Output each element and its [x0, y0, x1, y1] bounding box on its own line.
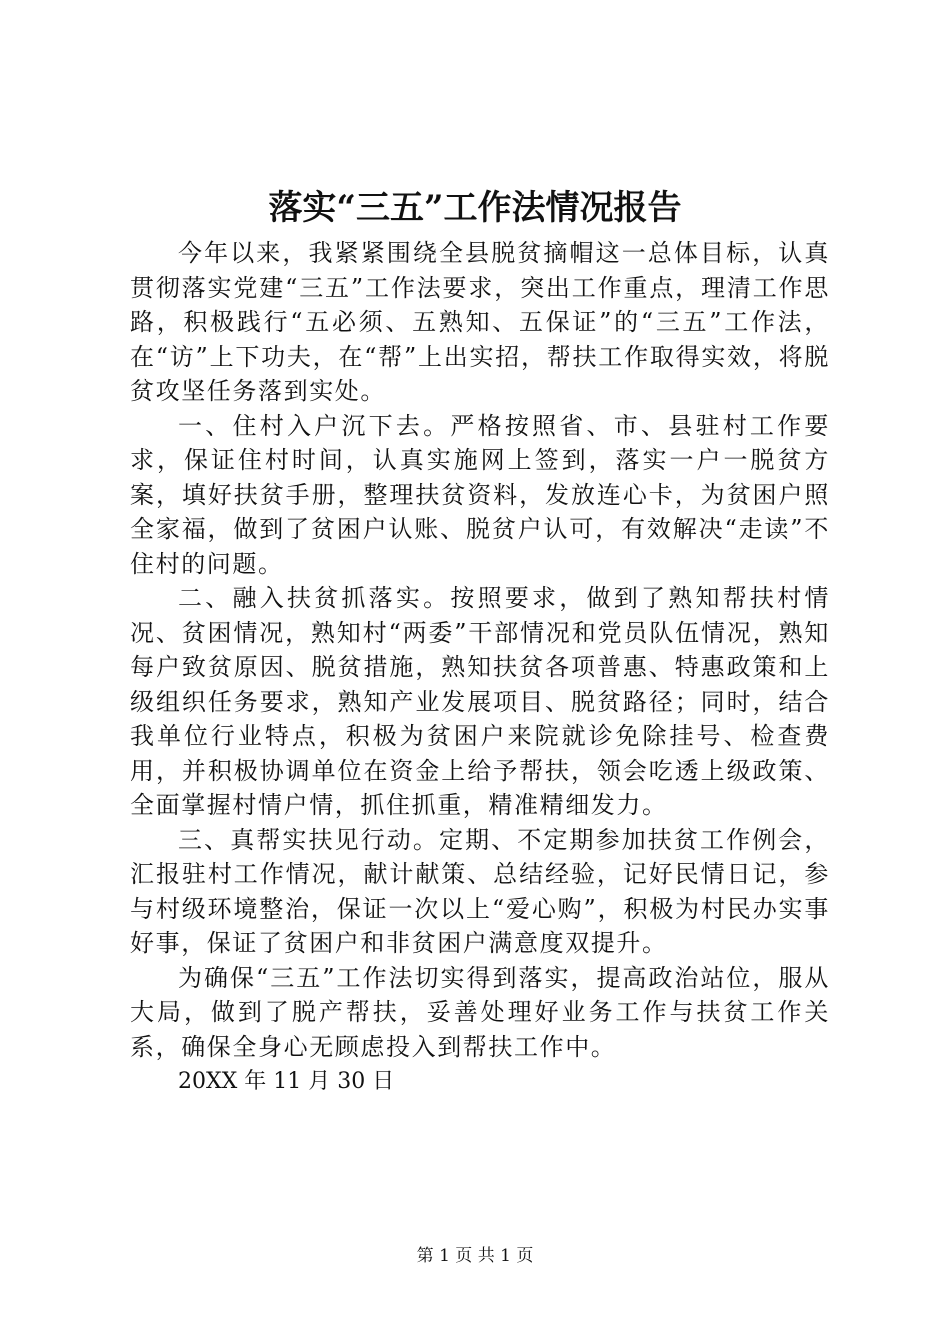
page-footer: 第 1 页 共 1 页: [416, 1246, 534, 1266]
paragraph-intro: 今年以来，我紧紧围绕全县脱贫摘帽这一总体目标，认真贯彻落实党建“三五”工作法要求，突出工作重点，理清工作思路，积极践行“五必须、五熟知、五保证”的“三五”工作法，在“访”上下功夫，在“帮”上出实招，帮扶工作取得实效，将脱贫攻坚任务落到实处。: [130, 239, 830, 405]
document-body: [130, 236, 830, 1100]
document-title: 落实“三五”工作法情况报告: [268, 188, 682, 228]
document-date: 20XX 年 11 月 30 日: [178, 1069, 395, 1094]
paragraph-section-1: 一、住村入户沉下去。严格按照省、市、县驻村工作要求，保证住村时间，认真实施网上签到，落实一户一脱贫方案，填好扶贫手册，整理扶贫资料，发放连心卡，为贫困户照全家福，做到了贫困户认账、脱贫户认可，有效解决“走读”不住村的问题。: [130, 411, 830, 578]
paragraph-section-2: 二、融入扶贫抓落实。按照要求，做到了熟知帮扶村情况、贫困情况，熟知村“两委”干部情况和党员队伍情况，熟知每户致贫原因、脱贫措施，熟知扶贫各项普惠、特惠政策和上级组织任务要求，熟知产业发展项目、脱贫路径；同时，结合我单位行业特点，积极为贫困户来院就诊免除挂号、检查费用，并积极协调单位在资金上给予帮扶，领会吃透上级政策、全面掌握村情户情，抓住抓重，精准精细发力。: [130, 584, 830, 819]
paragraph-section-3: 三、真帮实扶见行动。定期、不定期参加扶贫工作例会，汇报驻村工作情况，献计献策、总结经验，记好民情日记，参与村级环境整治，保证一次以上“爱心购”，积极为村民办实事好事，保证了贫困户和非贫困户满意度双提升。: [130, 825, 830, 957]
paragraph-conclusion: 为确保“三五”工作法切实得到落实，提高政治站位，服从大局，做到了脱产帮扶，妥善处理好业务工作与扶贫工作关系，确保全身心无顾虑投入到帮扶工作中。: [130, 963, 830, 1061]
